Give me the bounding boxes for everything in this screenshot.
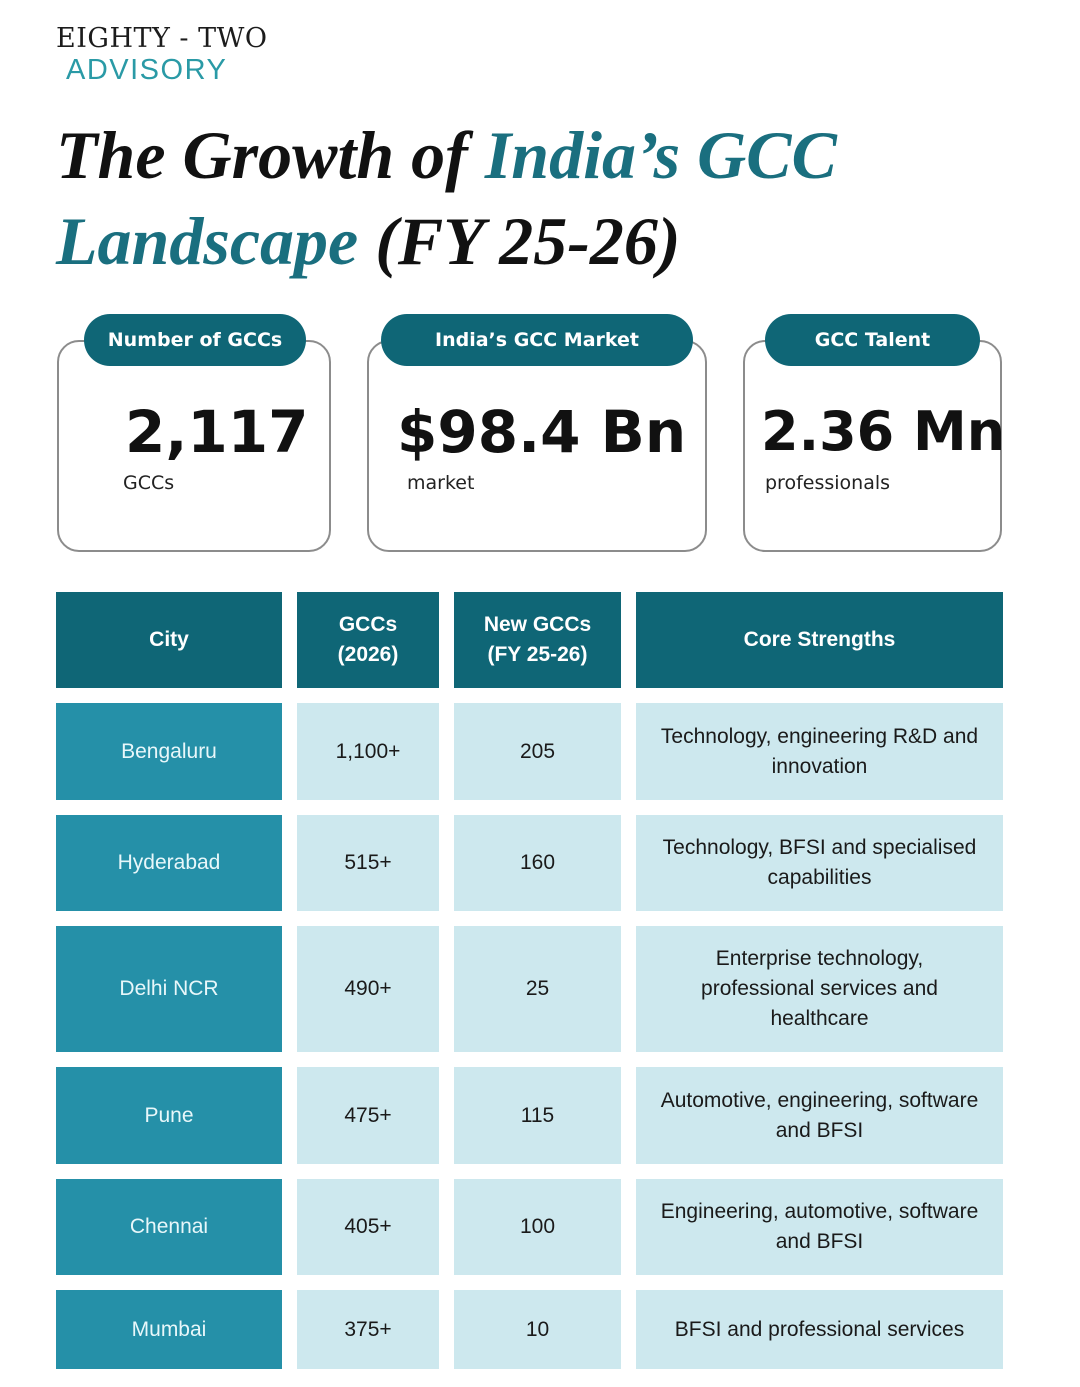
- header-gccs: GCCs (2026): [297, 592, 439, 688]
- stat-value: 2.36 Mn: [761, 400, 1006, 463]
- stat-value: $98.4 Bn: [397, 398, 687, 466]
- new-gccs-cell: 115: [454, 1067, 621, 1164]
- city-cell: Mumbai: [56, 1290, 282, 1369]
- stat-value: 2,117: [125, 398, 309, 466]
- new-gccs-cell: 25: [454, 926, 621, 1052]
- stat-unit: market: [407, 472, 475, 494]
- city-cell: Bengaluru: [56, 703, 282, 800]
- gccs-cell: 515+: [297, 815, 439, 911]
- core-strengths-cell: Automotive, engineering, software and BFSI: [636, 1067, 1003, 1164]
- gccs-cell: 490+: [297, 926, 439, 1052]
- header-new-gccs: New GCCs (FY 25-26): [454, 592, 621, 688]
- gccs-cell: 1,100+: [297, 703, 439, 800]
- stat-card-gccs: [57, 329, 331, 552]
- table-row: [56, 1290, 1003, 1369]
- title-part-3: (FY 25-26): [358, 203, 681, 279]
- brand-line-2: ADVISORY: [66, 54, 228, 86]
- title-part-1: The Growth of: [56, 117, 485, 193]
- header-core-strengths: Core Strengths: [636, 592, 1003, 688]
- gccs-cell: 475+: [297, 1067, 439, 1164]
- stat-label: India’s GCC Market: [381, 314, 693, 366]
- new-gccs-cell: 160: [454, 815, 621, 911]
- city-cell: Hyderabad: [56, 815, 282, 911]
- core-strengths-cell: BFSI and professional services: [636, 1290, 1003, 1369]
- header-city: City: [56, 592, 282, 688]
- table-row: [56, 703, 1003, 800]
- brand-logo: [56, 24, 268, 86]
- stat-label: Number of GCCs: [84, 314, 306, 366]
- core-strengths-cell: Technology, BFSI and specialised capabilities: [636, 815, 1003, 911]
- stat-card-talent: [743, 329, 1006, 552]
- page-title: [56, 112, 1036, 284]
- gccs-cell: 375+: [297, 1290, 439, 1369]
- stat-unit: GCCs: [123, 472, 175, 494]
- stat-card-market: [367, 329, 707, 552]
- gcc-city-table: [56, 592, 1003, 1369]
- city-cell: Delhi NCR: [56, 926, 282, 1052]
- stat-label: GCC Talent: [765, 314, 980, 366]
- new-gccs-cell: 10: [454, 1290, 621, 1369]
- city-cell: Pune: [56, 1067, 282, 1164]
- table-header-row: [56, 592, 1003, 688]
- core-strengths-cell: Engineering, automotive, software and BFSI: [636, 1179, 1003, 1275]
- city-cell: Chennai: [56, 1179, 282, 1275]
- stat-unit: professionals: [765, 472, 891, 494]
- gccs-cell: 405+: [297, 1179, 439, 1275]
- core-strengths-cell: Enterprise technology, professional services and healthcare: [636, 926, 1003, 1052]
- brand-line-1: EIGHTY - TWO: [56, 23, 268, 54]
- table-row: [56, 1179, 1003, 1275]
- table-row: [56, 926, 1003, 1052]
- new-gccs-cell: 205: [454, 703, 621, 800]
- table-row: [56, 1067, 1003, 1164]
- new-gccs-cell: 100: [454, 1179, 621, 1275]
- table-row: [56, 815, 1003, 911]
- core-strengths-cell: Technology, engineering R&D and innovation: [636, 703, 1003, 800]
- title-part-2: India’s GCC Landscape: [56, 117, 837, 279]
